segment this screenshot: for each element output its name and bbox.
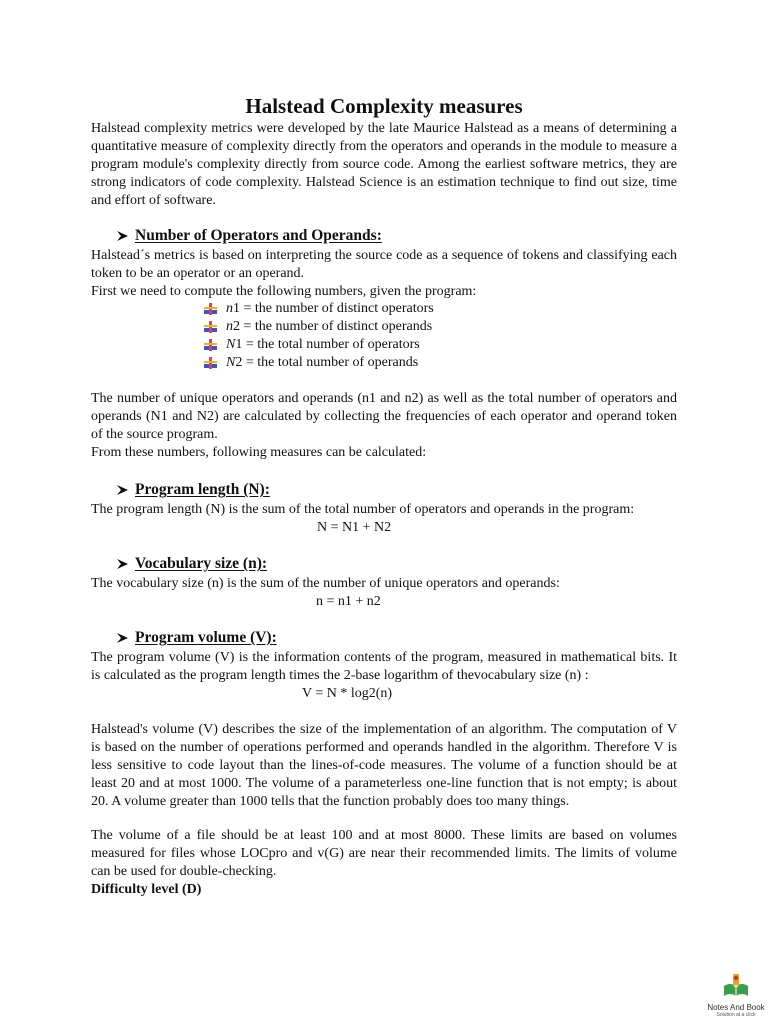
arrow-bullet-icon xyxy=(115,484,131,496)
cross-bullet-icon xyxy=(203,320,219,334)
frequency-paragraph: The number of unique operators and operands (n1 and n2) as well as the total number of operators and operands (N1 and N2) are calculated by collecting the frequencies of each operator and operand token of the source program. xyxy=(91,391,677,442)
program-volume-formula: V = N * log2(n) xyxy=(302,686,393,701)
book-pencil-logo-icon xyxy=(722,972,750,998)
program-length-heading xyxy=(115,481,270,499)
arrow-bullet-icon xyxy=(115,632,131,644)
operators-paragraph: Halstead´s metrics is based on interpreting the source code as a sequence of tokens and classifying each token to be an operator or an operand. xyxy=(91,248,677,281)
cross-bullet-icon xyxy=(203,338,219,352)
arrow-bullet-icon xyxy=(115,558,131,570)
operators-heading-text: Number of Operators and Operands: xyxy=(135,227,382,244)
program-volume-heading xyxy=(115,629,277,647)
logo-tagline: Solution at a click xyxy=(716,1012,756,1018)
operators-intro-line: First we need to compute the following numbers, given the program: xyxy=(91,284,477,299)
list-item: n 1 = the number of distinct operators xyxy=(203,300,434,318)
vocabulary-size-paragraph: The vocabulary size (n) is the sum of the number of unique operators and operands: xyxy=(91,576,560,591)
list-item: n 2 = the number of distinct operands xyxy=(203,318,434,336)
vocabulary-size-formula: n = n1 + n2 xyxy=(316,594,381,609)
arrow-bullet-icon xyxy=(115,230,131,242)
program-volume-paragraph: The program volume (V) is the information contents of the program, measured in mathematical bits. It is calculated as the program length times the 2-base logarithm of thevocabulary size (n) : xyxy=(91,650,677,683)
vocabulary-size-heading-text: Vocabulary size (n): xyxy=(135,555,268,572)
file-volume-paragraph: The volume of a file should be at least 100 and at most 8000. These limits are based on volumes measured for files whose LOCpro and v(G) are near their recommended limits. The limits of volume can be used for double-checking. xyxy=(91,828,677,879)
cross-bullet-icon xyxy=(203,356,219,370)
notes-and-book-logo xyxy=(706,972,766,1018)
logo-name: Notes And Book xyxy=(707,1003,765,1012)
cross-bullet-icon xyxy=(203,302,219,316)
program-length-heading-text: Program length (N): xyxy=(135,481,270,498)
page-title: Halstead Complexity measures xyxy=(245,94,523,118)
measures-intro-line: From these numbers, following measures can be calculated: xyxy=(91,445,427,460)
list-item: N 2 = the total number of operands xyxy=(203,354,434,372)
intro-paragraph: Halstead complexity metrics were developed by the late Maurice Halstead as a means of determining a quantitative measure of complexity directly from the operators and operands in the module to measure a program module's complexity directly from source code. Among the earliest software metrics, they are strong indicators of code complexity. Halstead Science is an estimation technique to find out size, time and effort of software. xyxy=(91,121,677,208)
program-volume-heading-text: Program volume (V): xyxy=(135,629,277,646)
list-item: N 1 = the total number of operators xyxy=(203,336,434,354)
operators-heading xyxy=(115,227,382,245)
program-length-formula: N = N1 + N2 xyxy=(317,520,392,535)
halstead-volume-paragraph: Halstead's volume (V) describes the size of the implementation of an algorithm. The computation of V is based on the number of operations performed and operands handled in the algorithm. Therefore V is less sensitive to code layout than the lines-of-code measures. The volume of a function should be at least 20 and at most 1000. The volume of a parameterless one-line function that is not empty; is about 20. A volume greater than 1000 tells that the function probably does too many things. xyxy=(91,722,677,809)
operator-definition-list xyxy=(203,300,434,372)
program-length-paragraph: The program length (N) is the sum of the total number of operators and operands in the program: xyxy=(91,502,635,517)
difficulty-level-label: Difficulty level (D) xyxy=(91,882,202,897)
vocabulary-size-heading xyxy=(115,555,267,573)
